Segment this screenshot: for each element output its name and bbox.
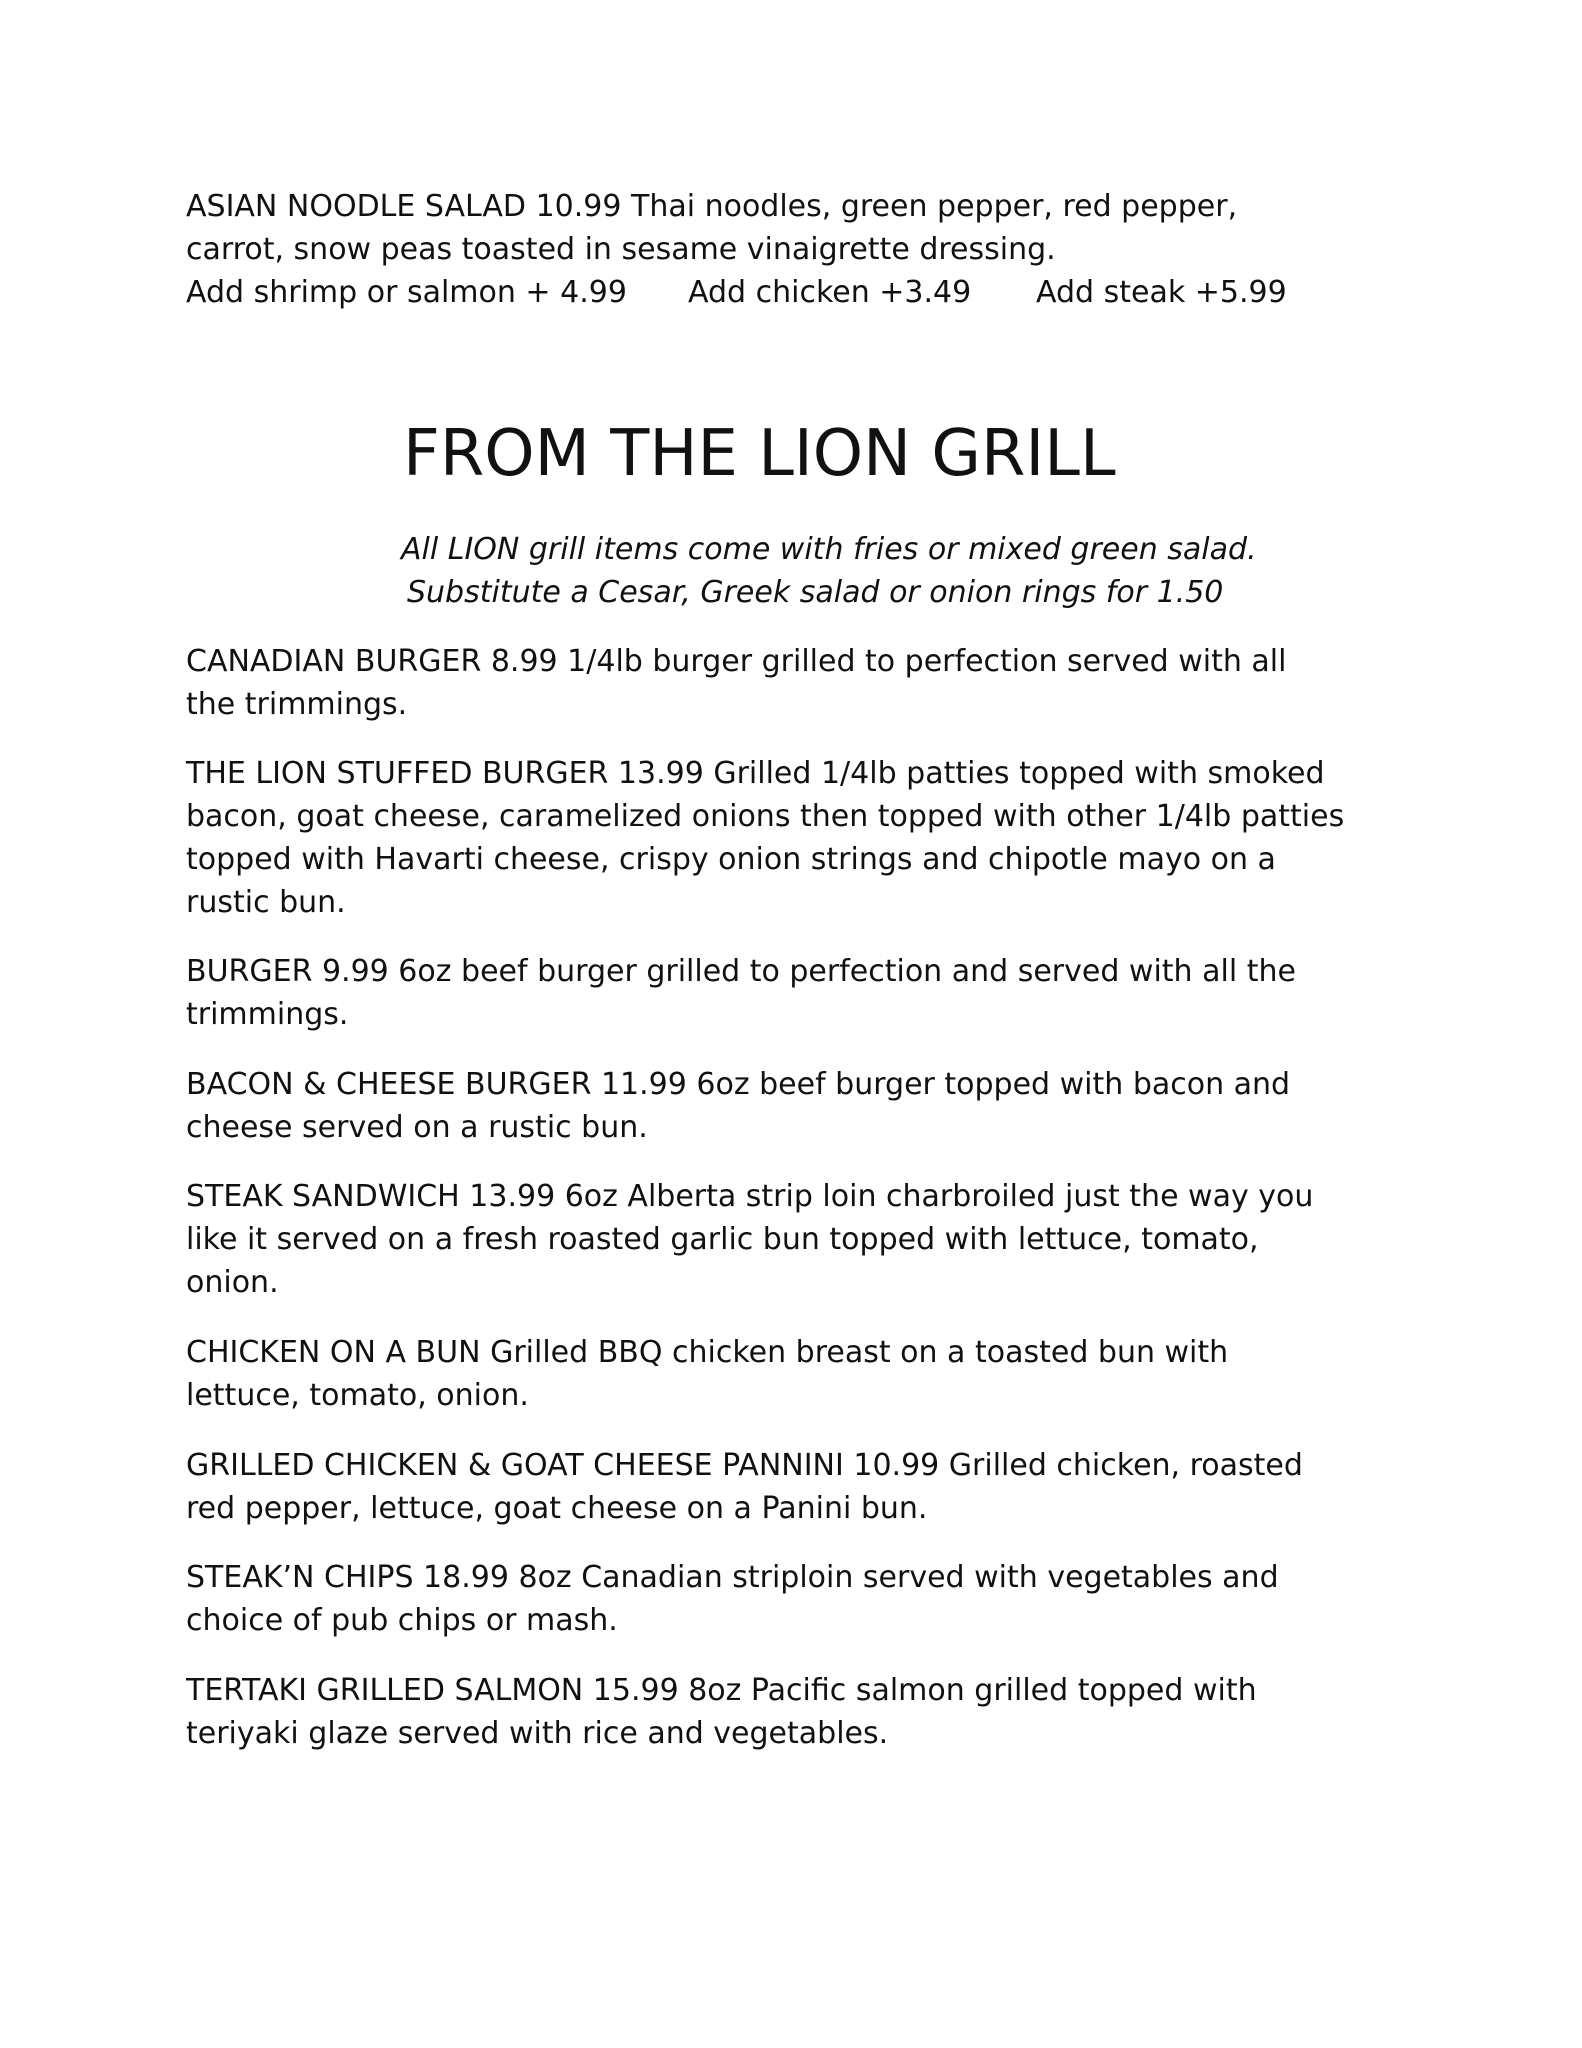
menu-item-line: carrot, snow peas toasted in sesame vinaigrette dressing. (186, 232, 1056, 267)
menu-item-line: THE LION STUFFED BURGER 13.99 Grilled 1/4lb patties topped with smoked (186, 756, 1325, 791)
section-note-line-1: All LION grill items come with fries or mixed green salad. (401, 532, 1257, 567)
menu-item-line: BACON & CHEESE BURGER 11.99 6oz beef burger topped with bacon and (186, 1067, 1291, 1102)
section-note-line-2: Substitute a Cesar, Greek salad or onion rings for 1.50 (407, 575, 1224, 610)
menu-item-line: CHICKEN ON A BUN Grilled BBQ chicken breast on a toasted bun with (186, 1335, 1229, 1370)
menu-item-line: TERTAKI GRILLED SALMON 15.99 8oz Pacific salmon grilled topped with (186, 1673, 1257, 1708)
menu-item-line: cheese served on a rustic bun. (186, 1110, 648, 1145)
addon-steak: Add steak +5.99 (1036, 275, 1287, 310)
asian-noodle-salad-item (186, 185, 1416, 314)
menu-item-line: ASIAN NOODLE SALAD 10.99 Thai noodles, green pepper, red pepper, (186, 189, 1238, 224)
menu-item-line: onion. (186, 1265, 279, 1300)
section-title: FROM THE LION GRILL (403, 417, 1116, 491)
menu-item-chicken-goat-cheese-pannini (186, 1444, 1416, 1530)
menu-item-steak-n-chips (186, 1556, 1416, 1642)
menu-item-burger (186, 950, 1416, 1036)
addon-shrimp-salmon: Add shrimp or salmon + 4.99 (186, 275, 627, 310)
menu-item-line: BURGER 9.99 6oz beef burger grilled to perfection and served with all the (186, 954, 1296, 989)
menu-item-line: teriyaki glaze served with rice and vegetables. (186, 1716, 889, 1751)
menu-item-line: rustic bun. (186, 885, 346, 920)
menu-item-line: like it served on a fresh roasted garlic bun topped with lettuce, tomato, (186, 1222, 1259, 1257)
menu-item-line: the trimmings. (186, 687, 408, 722)
menu-item-line: STEAK SANDWICH 13.99 6oz Alberta strip loin charbroiled just the way you (186, 1179, 1314, 1214)
menu-item-line: trimmings. (186, 997, 349, 1032)
menu-item-teriyaki-grilled-salmon (186, 1669, 1416, 1755)
menu-item-line: lettuce, tomato, onion. (186, 1378, 529, 1413)
menu-item-line: choice of pub chips or mash. (186, 1603, 618, 1638)
addon-chicken: Add chicken +3.49 (688, 275, 972, 310)
menu-item-steak-sandwich (186, 1175, 1416, 1304)
menu-item-lion-stuffed-burger (186, 752, 1416, 924)
menu-item-line: red pepper, lettuce, goat cheese on a Panini bun. (186, 1491, 928, 1526)
menu-item-line: CANADIAN BURGER 8.99 1/4lb burger grilled to perfection served with all (186, 644, 1287, 679)
menu-item-line: bacon, goat cheese, caramelized onions then topped with other 1/4lb patties (186, 799, 1345, 834)
menu-item-line: STEAK’N CHIPS 18.99 8oz Canadian striploin served with vegetables and (186, 1560, 1279, 1595)
menu-item-canadian-burger (186, 640, 1416, 726)
salad-addons (186, 271, 1416, 314)
menu-item-line: topped with Havarti cheese, crispy onion strings and chipotle mayo on a (186, 842, 1276, 877)
menu-item-chicken-on-a-bun (186, 1331, 1416, 1417)
menu-item-line: GRILLED CHICKEN & GOAT CHEESE PANNINI 10.99 Grilled chicken, roasted (186, 1448, 1303, 1483)
menu-item-bacon-cheese-burger (186, 1063, 1416, 1149)
